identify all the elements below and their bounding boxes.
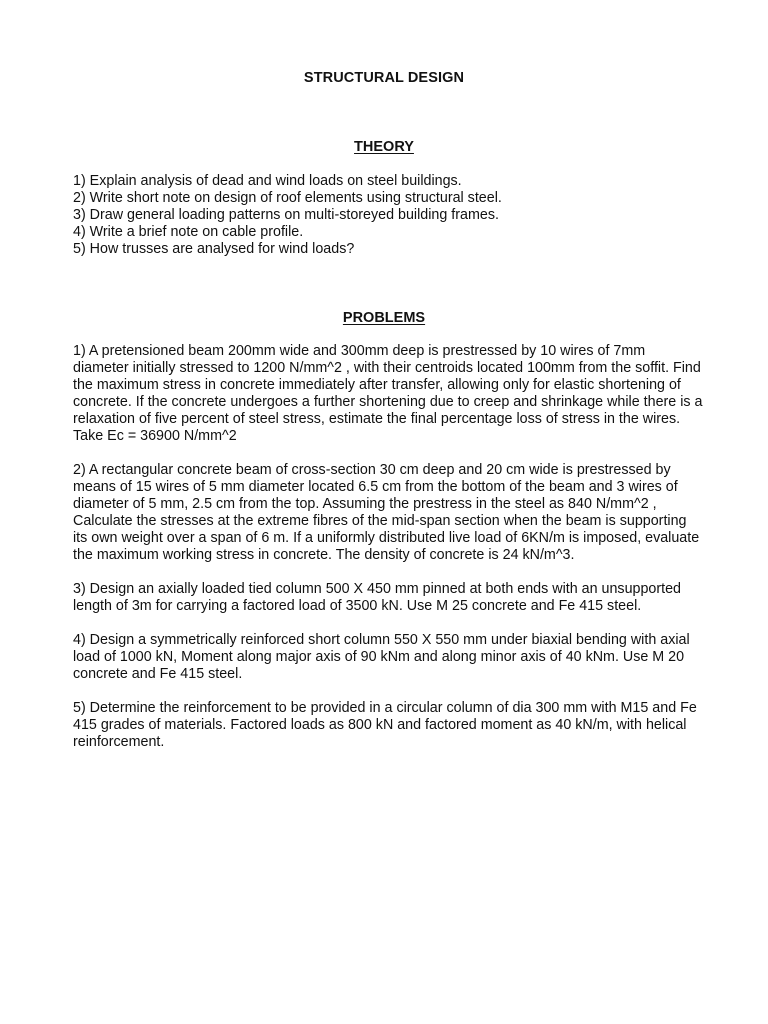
problem-paragraph: 1) A pretensioned beam 200mm wide and 300mm deep is prestressed by 10 wires of 7mm diameter initially stressed to 1200 N/mm^2 , with their centroids located 100mm from the soffit. Find the maximum stress in concrete immediately after transfer, allowing only for elastic shortening of concrete. If the concrete undergoes a further shortening due to creep and shrinkage while there is a relaxation of five percent of steel stress, estimate the final percentage loss of stress in the wires. Take Ec = 36900 N/mm^2: [73, 343, 703, 444]
theory-question: 2) Write short note on design of roof elements using structural steel.: [73, 190, 502, 206]
problem-paragraph: 2) A rectangular concrete beam of cross-section 30 cm deep and 20 cm wide is prestressed by means of 15 wires of 5 mm diameter located 6.5 cm from the bottom of the beam and 3 wires of diameter of 5 mm, 2.5 cm from the top. Assuming the prestress in the steel as 840 N/mm^2 , Calculate the stresses at the extreme fibres of the mid-span section when the beam is supporting its own weight over a span of 6 m. If a uniformly distributed live load of 6KN/m is imposed, evaluate the maximum working stress in concrete. The density of concrete is 24 kN/m^3.: [73, 462, 700, 563]
theory-question: 1) Explain analysis of dead and wind loads on steel buildings.: [73, 173, 462, 189]
theory-heading: THEORY: [354, 139, 414, 155]
problems-list: [73, 343, 703, 768]
problems-heading: PROBLEMS: [342, 310, 426, 326]
theory-question: 5) How trusses are analysed for wind loads?: [73, 241, 355, 257]
problem-paragraph: 5) Determine the reinforcement to be provided in a circular column of dia 300 mm with M15 and Fe 415 grades of materials. Factored loads as 800 kN and factored moment as 40 kN/m, with helical reinforcement.: [73, 700, 697, 750]
theory-question: 4) Write a brief note on cable profile.: [73, 224, 304, 240]
problem-paragraph: 3) Design an axially loaded tied column 500 X 450 mm pinned at both ends with an unsupported length of 3m for carrying a factored load of 3500 kN. Use M 25 concrete and Fe 415 steel.: [73, 581, 682, 614]
theory-question-list: [73, 173, 713, 258]
document-title: STRUCTURAL DESIGN: [303, 70, 465, 86]
theory-question: 3) Draw general loading patterns on multi-storeyed building frames.: [73, 207, 499, 223]
problem-paragraph: 4) Design a symmetrically reinforced short column 550 X 550 mm under biaxial bending with axial load of 1000 kN, Moment along major axis of 90 kNm and along minor axis of 40 kNm. Use M 20 concrete and Fe 415 steel.: [73, 632, 690, 682]
